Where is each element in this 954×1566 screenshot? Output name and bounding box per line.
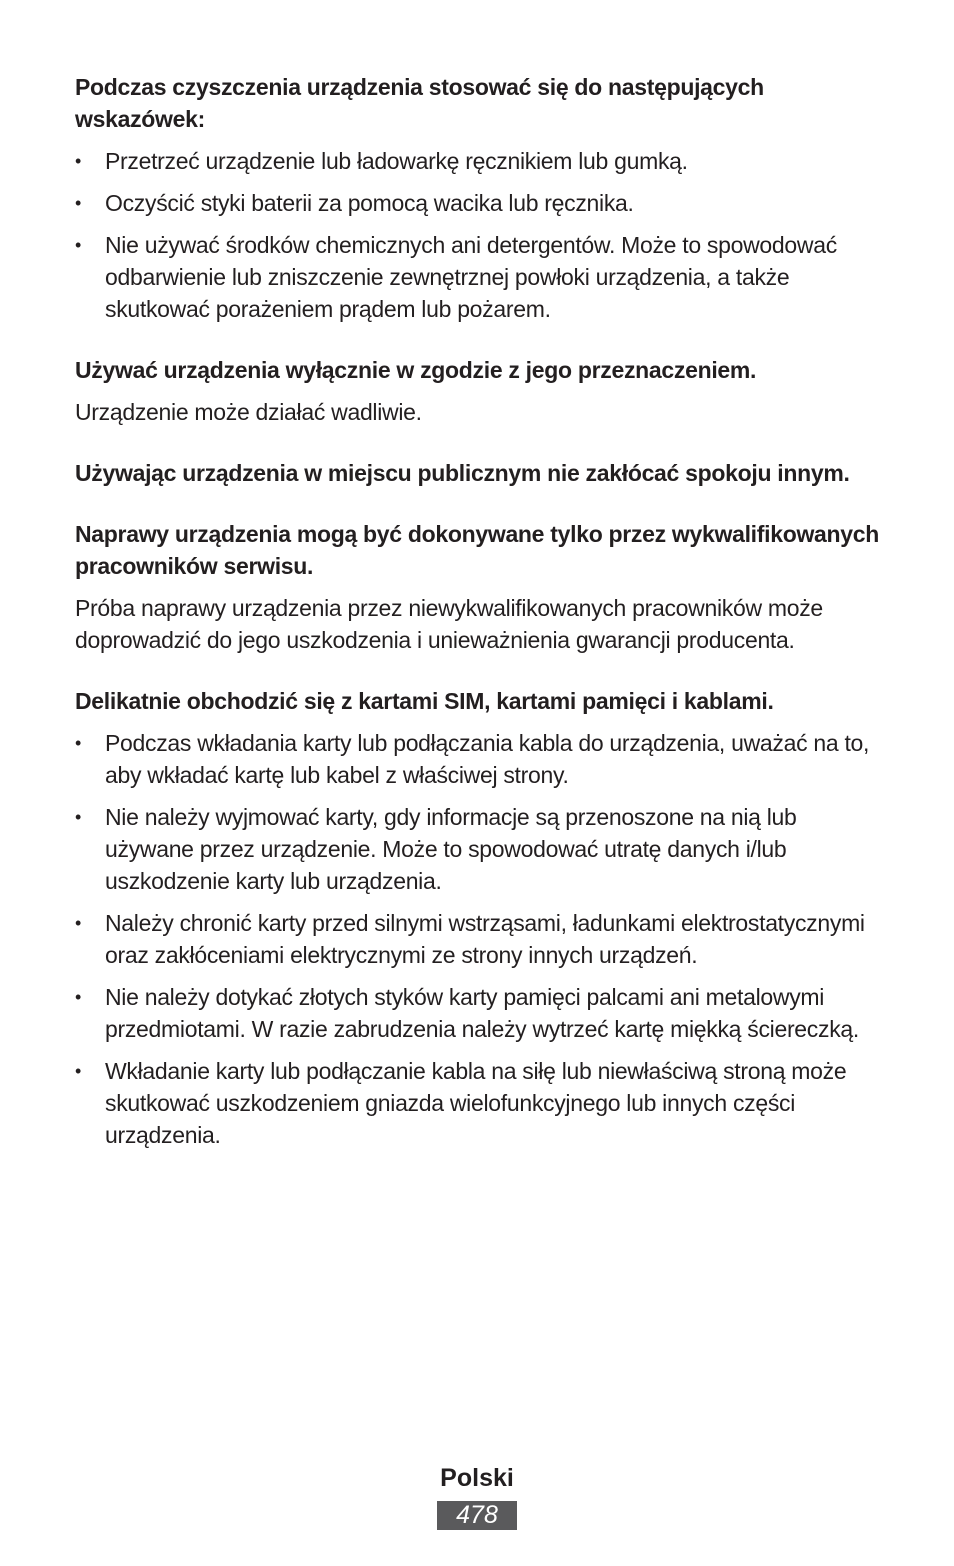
section-cards-cables [75, 685, 885, 1151]
footer-language: Polski [440, 1464, 514, 1492]
page-number-badge: 478 [437, 1501, 517, 1530]
list-item [75, 907, 885, 971]
section-intended-use [75, 354, 885, 428]
bullet-icon: • [75, 913, 82, 933]
list-item-text: Podczas wkładania karty lub podłączania kabla do urządzenia, uważać na to, aby wkładać kartę lub kabel z właściwej strony. [105, 730, 870, 788]
section-heading: Naprawy urządzenia mogą być dokonywane tylko przez wykwalifikowanych pracowników serwisu. [75, 521, 880, 579]
section-heading: Delikatnie obchodzić się z kartami SIM, kartami pamięci i kablami. [75, 688, 774, 714]
list-item-text: Nie należy dotykać złotych styków karty pamięci palcami ani metalowymi przedmiotami. W razie zabrudzenia należy wytrzeć kartę miękką ściereczką. [105, 984, 859, 1042]
list-item [75, 145, 885, 177]
document-body [75, 71, 885, 1151]
section-paragraph: Próba naprawy urządzenia przez niewykwalifikowanych pracowników może doprowadzić do jego uszkodzenia i unieważnienia gwarancji producenta. [75, 595, 823, 653]
list-item [75, 727, 885, 791]
list-item-text: Nie należy wyjmować karty, gdy informacje są przenoszone na nią lub używane przez urządzenie. Może to spowodować utratę danych i/lub uszkodzenie karty lub urządzenia. [105, 804, 797, 894]
bullet-icon: • [75, 235, 82, 255]
section-cleaning [75, 71, 885, 325]
bullet-icon: • [75, 733, 82, 753]
list-item [75, 187, 885, 219]
bullet-icon: • [75, 151, 82, 171]
section-public-use [75, 457, 885, 489]
list-item [75, 229, 885, 325]
bullet-list [75, 145, 885, 325]
list-item [75, 981, 885, 1045]
section-heading: Używając urządzenia w miejscu publicznym nie zakłócać spokoju innym. [75, 460, 850, 486]
list-item-text: Oczyścić styki baterii za pomocą wacika lub ręcznika. [105, 190, 634, 216]
section-paragraph: Urządzenie może działać wadliwie. [75, 399, 422, 425]
list-item-text: Należy chronić karty przed silnymi wstrząsami, ładunkami elektrostatycznymi oraz zakłóceniami elektrycznymi ze strony innych urządzeń. [105, 910, 865, 968]
list-item [75, 1055, 885, 1151]
section-heading: Podczas czyszczenia urządzenia stosować się do następujących wskazówek: [75, 74, 764, 132]
bullet-icon: • [75, 807, 82, 827]
section-repairs [75, 518, 885, 656]
bullet-icon: • [75, 1061, 82, 1081]
list-item-text: Przetrzeć urządzenie lub ładowarkę ręcznikiem lub gumką. [105, 148, 688, 174]
list-item-text: Wkładanie karty lub podłączanie kabla na siłę lub niewłaściwą stroną może skutkować uszkodzeniem gniazda wielofunkcyjnego lub innych części urządzenia. [105, 1058, 847, 1148]
list-item [75, 801, 885, 897]
bullet-list [75, 727, 885, 1151]
list-item-text: Nie używać środków chemicznych ani detergentów. Może to spowodować odbarwienie lub zniszczenie zewnętrznej powłoki urządzenia, a także skutkować porażeniem prądem lub pożarem. [105, 232, 837, 322]
section-heading: Używać urządzenia wyłącznie w zgodzie z jego przeznaczeniem. [75, 357, 757, 383]
bullet-icon: • [75, 987, 82, 1007]
bullet-icon: • [75, 193, 82, 213]
page-footer [0, 1461, 954, 1530]
